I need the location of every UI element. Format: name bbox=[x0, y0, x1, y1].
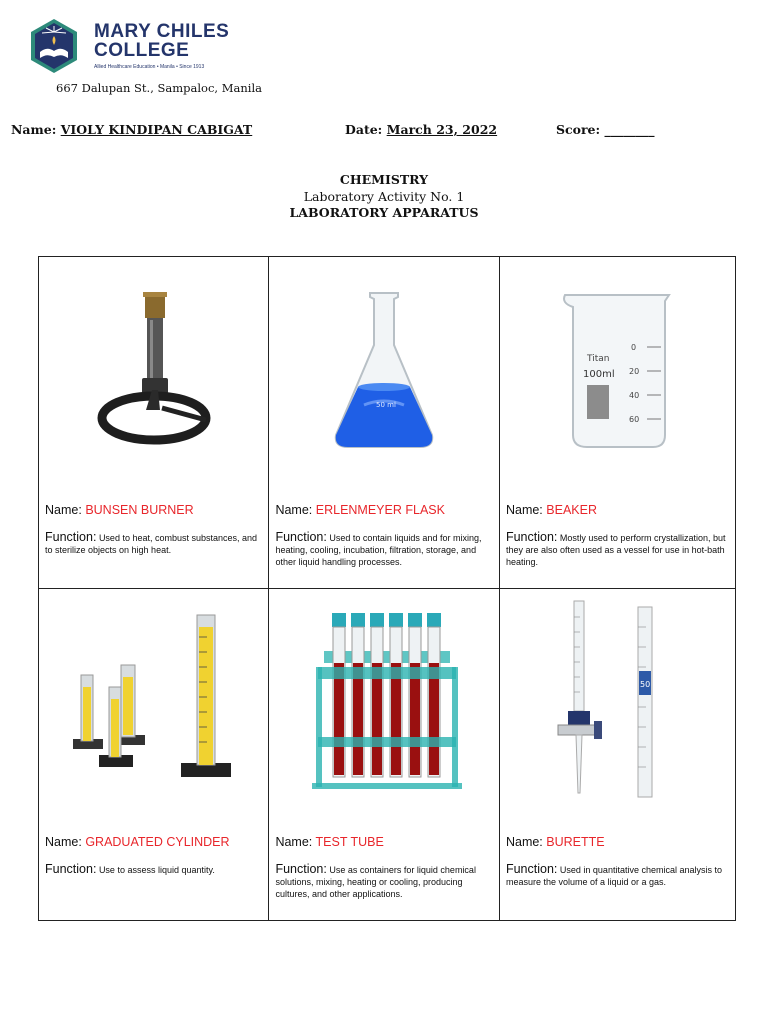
name-value: VIOLY KINDIPAN CABIGAT bbox=[60, 122, 253, 137]
score-value: ________ bbox=[604, 122, 655, 137]
beaker-tick-0: 0 bbox=[631, 343, 637, 352]
activity-number: Laboratory Activity No. 1 bbox=[303, 188, 465, 204]
bunsen-burner-image bbox=[94, 290, 214, 450]
apparatus-table bbox=[38, 256, 736, 921]
apparatus-name-label: Name: bbox=[45, 835, 82, 849]
test-tube-rack-image bbox=[294, 607, 474, 797]
apparatus-cell-graduated-cylinder bbox=[39, 589, 269, 921]
apparatus-cell-erlenmeyer-flask bbox=[269, 257, 500, 589]
beaker-brand: Titan bbox=[587, 354, 610, 364]
apparatus-name: GRADUATED CYLINDER bbox=[85, 835, 230, 849]
erlenmeyer-flask-image bbox=[324, 285, 444, 455]
apparatus-name: TEST TUBE bbox=[315, 835, 384, 849]
flask-volume-mark: 50 ml bbox=[376, 401, 397, 409]
function-label: Function: bbox=[505, 862, 558, 876]
apparatus-name-label: Name: bbox=[275, 503, 313, 517]
apparatus-name-label: Name: bbox=[505, 503, 543, 517]
function-label: Function: bbox=[45, 530, 97, 544]
college-address: 667 Dalupan St., Sampaloc, Manila bbox=[56, 81, 262, 95]
activity-date bbox=[345, 122, 497, 137]
apparatus-cell-beaker bbox=[499, 257, 735, 589]
apparatus-cell-bunsen-burner bbox=[39, 257, 269, 589]
activity-heading bbox=[0, 172, 768, 222]
college-tagline: Allied Healthcare Education • Manila • Since 1913 bbox=[94, 64, 205, 70]
function-text: Mostly used to perform crystallization, but they are also often used as a vessel for use in hot-bath heating. bbox=[505, 533, 726, 567]
apparatus-name: ERLENMEYER FLASK bbox=[315, 503, 445, 517]
topic-title: LABORATORY APPARATUS bbox=[289, 205, 479, 220]
score bbox=[556, 122, 655, 137]
apparatus-cell-test-tube bbox=[269, 589, 500, 921]
burette-image bbox=[552, 597, 682, 807]
function-text: Used to heat, combust substances, and to sterilize objects on high heat. bbox=[45, 533, 258, 555]
function-label: Function: bbox=[45, 862, 97, 876]
apparatus-name-label: Name: bbox=[505, 835, 543, 849]
college-name-line2: COLLEGE bbox=[94, 40, 190, 61]
apparatus-name-label: Name: bbox=[275, 835, 313, 849]
function-label: Function: bbox=[275, 530, 327, 544]
apparatus-name: BURETTE bbox=[546, 835, 605, 849]
apparatus-name: BEAKER bbox=[546, 503, 597, 517]
apparatus-cell-burette bbox=[499, 589, 735, 921]
function-text: Used in quantitative chemical analysis to measure the volume of a liquid or a gas. bbox=[505, 865, 722, 887]
student-name bbox=[11, 122, 252, 137]
function-label: Function: bbox=[505, 530, 558, 544]
function-text: Used to contain liquids and for mixing, heating, cooling, incubation, filtration, storage, and other liquid handling processes. bbox=[275, 533, 482, 567]
subject-title: CHEMISTRY bbox=[339, 172, 429, 187]
date-value: March 23, 2022 bbox=[386, 122, 498, 137]
apparatus-name-label: Name: bbox=[45, 503, 82, 517]
function-text: Use to assess liquid quantity. bbox=[98, 865, 215, 875]
function-text: Use as containers for liquid chemical solutions, mixing, heating or cooling, producing cultures, and other applications. bbox=[275, 865, 476, 899]
beaker-image bbox=[557, 285, 677, 455]
beaker-tick-40: 40 bbox=[629, 391, 640, 400]
college-name-line1: MARY CHILES bbox=[94, 21, 230, 42]
beaker-tick-20: 20 bbox=[629, 367, 640, 376]
apparatus-name: BUNSEN BURNER bbox=[85, 503, 194, 517]
graduated-cylinder-image bbox=[69, 607, 239, 797]
score-label: Score: bbox=[556, 122, 601, 137]
beaker-tick-60: 60 bbox=[629, 415, 640, 424]
name-label: Name: bbox=[11, 122, 57, 137]
beaker-volume: 100ml bbox=[583, 369, 616, 380]
burette-volume-label: 50 bbox=[640, 680, 651, 689]
college-logo bbox=[26, 18, 229, 74]
function-label: Function: bbox=[275, 862, 327, 876]
college-crest-icon bbox=[26, 18, 82, 74]
date-label: Date: bbox=[345, 122, 383, 137]
